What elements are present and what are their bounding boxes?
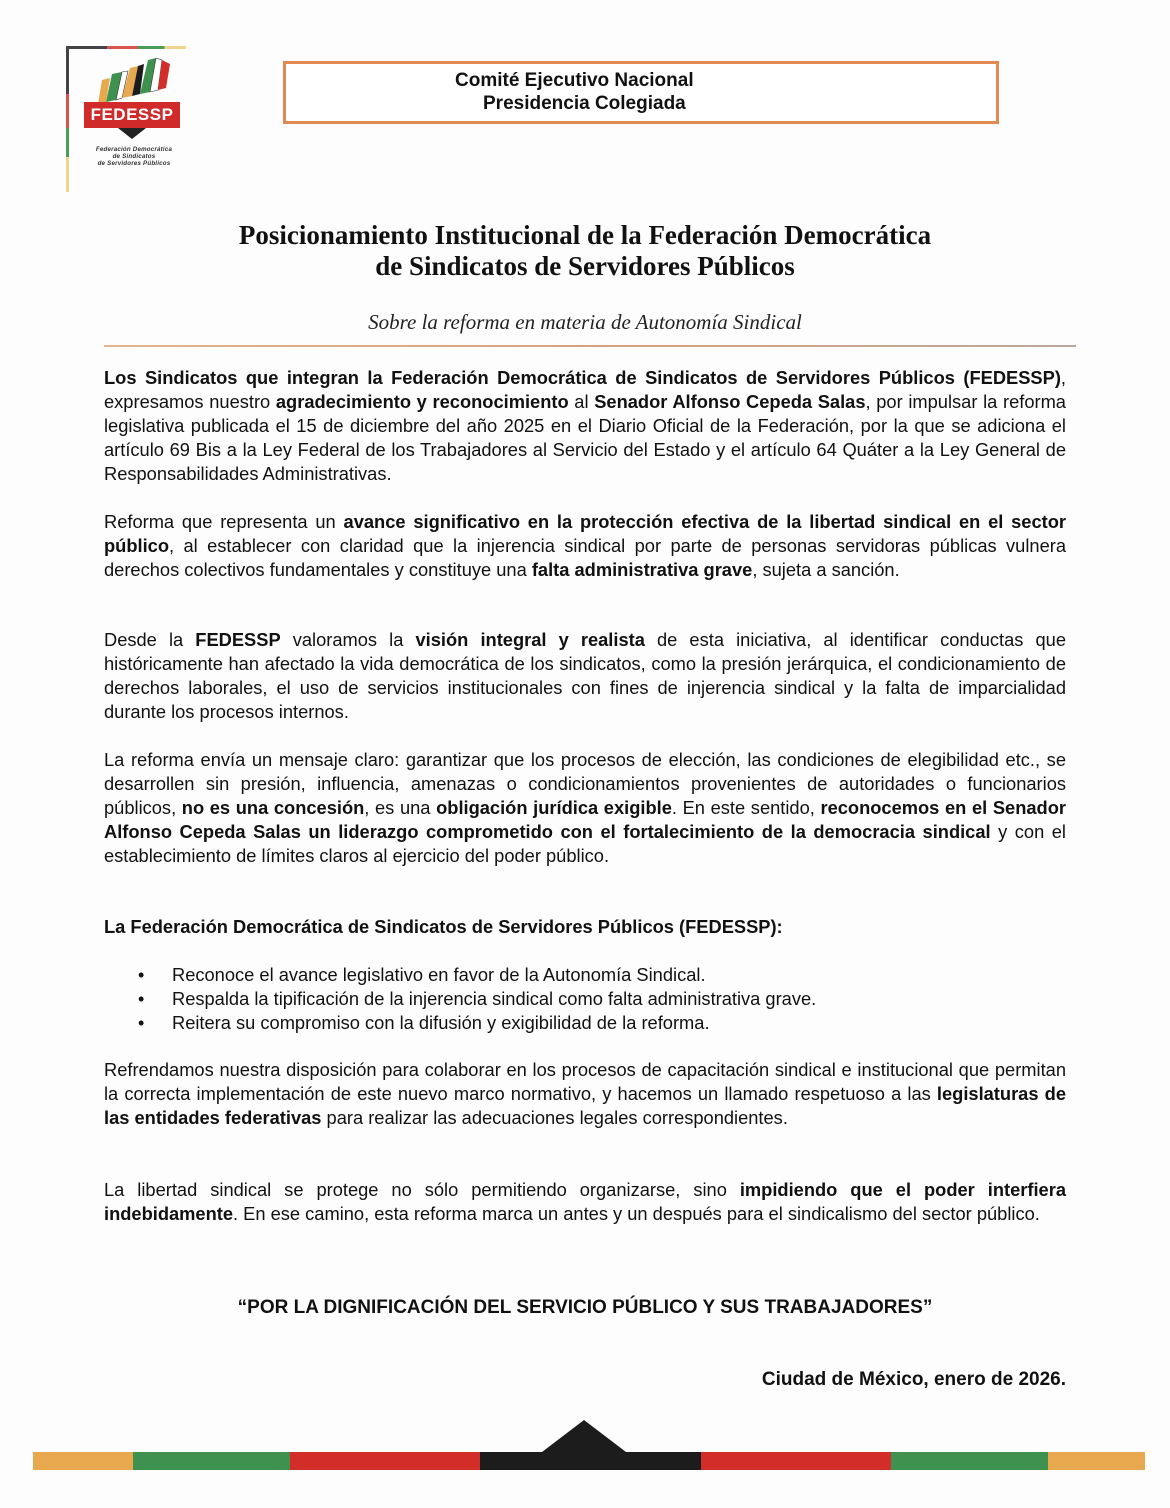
text: , sujeta a sanción. xyxy=(752,559,900,580)
footer-color-stripe xyxy=(33,1452,1145,1470)
text: , expresamos nuestro xyxy=(104,367,1066,412)
logo-name-line: de Servidores Públicos xyxy=(97,160,171,167)
bold-text: impidiendo que el poder interfiera indebidamente xyxy=(104,1179,1066,1224)
logo-name-line: de Sindicatos xyxy=(112,153,156,160)
list-heading-text: La Federación Democrática de Sindicatos de Servidores Públicos (FEDESSP): xyxy=(104,916,783,937)
paragraph-closing-2 xyxy=(104,1178,1066,1226)
text: . En ese camino, esta reforma marca un antes y un después para el sindicalismo del sector público. xyxy=(233,1203,1040,1224)
text: valoramos la xyxy=(280,629,416,650)
title-line-2: de Sindicatos de Servidores Públicos xyxy=(375,251,795,281)
bold-text: visión integral y realista xyxy=(415,629,645,650)
paragraph-4 xyxy=(104,748,1066,868)
bold-text: Los Sindicatos que integran la Federación Democrática de Sindicatos de Servidores Públicos (FEDESSP) xyxy=(104,367,1061,388)
logo-acronym: FEDESSP xyxy=(84,102,180,128)
logo-full-name xyxy=(84,146,184,167)
place-date: Ciudad de México, enero de 2026. xyxy=(761,1369,1066,1390)
text: Refrendamos nuestra disposición para colaborar en los procesos de capacitación sindical e institucional que permitan la correcta implementación de este nuevo marco normativo, y hacemos un llamado respetuoso a las xyxy=(104,1059,1066,1104)
logo-frame-left xyxy=(66,46,69,192)
footer-peak-triangle xyxy=(542,1420,626,1452)
text: para realizar las adecuaciones legales correspondientes. xyxy=(321,1107,788,1128)
list-item: • Reconoce el avance legislativo en favor de la Autonomía Sindical. xyxy=(104,963,1066,987)
stripe-segment xyxy=(33,1452,133,1470)
text: Reforma que representa un xyxy=(104,511,344,532)
motto: “POR LA DIGNIFICACIÓN DEL SERVICIO PÚBLICO Y SUS TRABAJADORES” xyxy=(237,1297,933,1318)
bold-text: no es una concesión xyxy=(181,797,365,818)
document-title xyxy=(0,220,1170,282)
logo-frame-top xyxy=(66,46,186,49)
paragraph-1 xyxy=(104,366,1066,486)
text: La reforma envía un mensaje claro: garantizar que los procesos de elección, las condiciones de elegibilidad etc., se desarrollen sin presión, influencia, amenazas o condicionamientos provenientes de autoridades o funcionarios públicos, xyxy=(104,749,1066,818)
bold-text: avance significativo en la protección efectiva de la libertad sindical en el sector público xyxy=(104,511,1067,556)
flags-icon xyxy=(92,58,172,104)
text: al xyxy=(568,391,595,412)
stripe-segment xyxy=(290,1452,480,1470)
stripe-segment xyxy=(133,1452,290,1470)
title-line-1: Posicionamiento Institucional de la Federación Democrática xyxy=(238,220,932,250)
bold-text: falta administrativa grave xyxy=(531,559,753,580)
header-box xyxy=(283,61,999,124)
text: Desde la xyxy=(104,629,196,650)
bold-text: FEDESSP xyxy=(195,629,281,650)
text: , al establecer con claridad que la injerencia sindical por parte de personas servidoras públicas vulnera derechos colectivos fundamentales y constituye una xyxy=(104,535,1066,580)
text: y con el establecimiento de límites claros al ejercicio del poder público. xyxy=(104,821,1066,866)
commitments-list xyxy=(104,963,1066,1035)
stripe-segment xyxy=(1048,1452,1145,1470)
stripe-segment xyxy=(701,1452,891,1470)
paragraph-closing-1 xyxy=(104,1058,1066,1130)
list-item: • Reitera su compromiso con la difusión y exigibilidad de la reforma. xyxy=(104,1011,1066,1035)
bold-text: reconocemos en el Senador Alfonso Cepeda Salas un liderazgo comprometido con el fortalecimiento de la democracia sindical xyxy=(104,797,1066,842)
document-subtitle: Sobre la reforma en materia de Autonomía Sindical xyxy=(368,310,802,334)
list-heading xyxy=(104,915,1066,939)
text: de esta iniciativa, al identificar conductas que históricamente han afectado la vida democrática de los sindicatos, como la presión jerárquica, el condicionamiento de derechos laborales, el uso de servicios institucionales con fines de injerencia sindical y la falta de imparcialidad durante los procesos internos. xyxy=(104,629,1067,722)
text: . En este sentido, xyxy=(671,797,821,818)
text: , es una xyxy=(364,797,437,818)
bold-text: agradecimiento y reconocimiento xyxy=(275,391,569,412)
header-presidency: Presidencia Colegiada xyxy=(483,93,686,114)
stripe-segment xyxy=(891,1452,1048,1470)
title-divider xyxy=(104,345,1076,347)
bold-text: Senador Alfonso Cepeda Salas xyxy=(594,391,866,412)
text: La libertad sindical se protege no sólo permitiendo organizarse, sino xyxy=(104,1179,740,1200)
paragraph-3 xyxy=(104,628,1066,724)
bold-text: obligación jurídica exigible xyxy=(436,797,672,818)
text: , por impulsar la reforma legislativa publicada el 15 de diciembre del año 2025 en el Diario Oficial de la Federación, por la que se adiciona el artículo 69 Bis a la Ley Federal de los Trabajadores al Servicio del Estado y el artículo 64 Quáter a la Ley General de Responsabilidades Administrativas. xyxy=(104,391,1066,484)
logo-name-line: Federación Democrática xyxy=(95,146,173,153)
fedessp-logo xyxy=(66,46,188,192)
header-committee: Comité Ejecutivo Nacional xyxy=(455,70,694,91)
paragraph-2 xyxy=(104,510,1066,582)
bold-text: legislaturas de las entidades federativas xyxy=(104,1083,1066,1128)
logo-triangle xyxy=(118,128,146,139)
list-item: • Respalda la tipificación de la injerencia sindical como falta administrativa grave. xyxy=(104,987,1066,1011)
stripe-segment xyxy=(480,1452,701,1470)
